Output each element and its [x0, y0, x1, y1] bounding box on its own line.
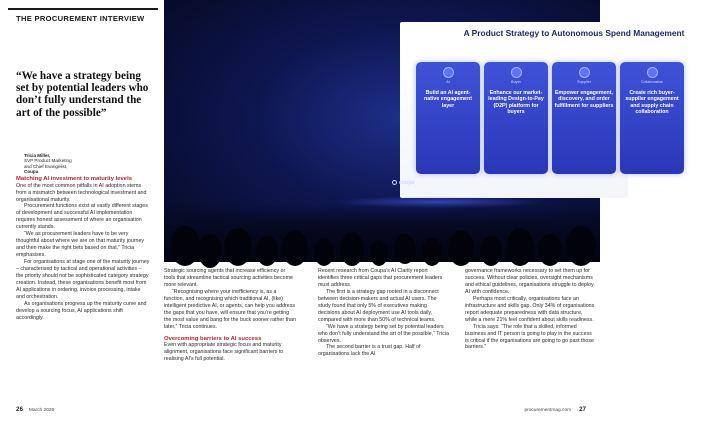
page-number-right: 27 — [579, 406, 586, 413]
paragraph: For organisations at stage one of the maturity journey – characterised by tactical and operational activities – the priority should not be sophisticated category strategy creation. Instead, these organisations benefit most from AI applications in ordering, invoice processing, intake and orchestration. — [16, 259, 150, 300]
audience-head — [282, 230, 308, 266]
audience-head — [448, 230, 474, 266]
section-heading: Matching AI investment to maturity levels — [16, 176, 132, 182]
card-text: Build an AI agent-native engagement layer — [424, 90, 472, 109]
buyer-icon — [511, 67, 522, 78]
audience-head — [480, 236, 502, 266]
paragraph: The first is a strategy gap rooted in a disconnect between decision-makers and actual AI users. The study found that only 5% of executives making decisions about AI deployment use AI tools daily, compared with more than 50% of technical teams. — [318, 288, 439, 323]
attribution-company: Coupa — [24, 168, 39, 174]
paragraph: As organisations progress up the maturity curve and develop a sourcing focus, AI applications shift accordingly. — [16, 300, 147, 321]
strategy-card — [552, 62, 616, 174]
article-column-4 — [465, 268, 595, 351]
audience-head — [224, 228, 252, 266]
strategy-card — [484, 62, 548, 174]
supplier-icon — [579, 67, 590, 78]
quote-attribution — [24, 153, 158, 174]
attribution-role-2: and Chief Evangelist, — [24, 163, 68, 169]
paragraph: governance frameworks necessary to set them up for success. Without clear policies, oversight mechanisms and ethical guidelines, organisations struggle to deploy AI with confidence. — [465, 268, 594, 295]
audience-silhouettes — [164, 204, 600, 262]
paragraph: “We have a strategy being set by potential leaders who don’t fully understand the art of the possible,” Tricia observes. — [318, 323, 450, 344]
attribution-role-1: SVP Product Marketing — [24, 158, 72, 164]
audience-head — [314, 238, 334, 266]
pull-quote: “We have a strategy being set by potential leaders who don’t fully understand the art of the possible” — [16, 70, 149, 119]
footer-left — [16, 406, 54, 413]
page-number-left: 26 — [16, 406, 23, 413]
audience-head — [538, 234, 562, 266]
card-text: Empower engagement, discovery, and order fulfillment for suppliers — [554, 90, 614, 109]
strategy-cards — [334, 62, 682, 180]
audience-head — [198, 234, 222, 268]
paragraph: Perhaps most critically, organisations face an infrastructure and skills gap. Only 34% of organisations report adequate preparedness with data structure, while a mere 21% feel confident about skills readiness. — [465, 295, 595, 323]
section-title: THE PROCUREMENT INTERVIEW — [16, 14, 145, 23]
paragraph: Strategic sourcing agents that increase efficiency or tools that streamline tactical sourcing activities become more relevant. — [164, 268, 293, 288]
audience-head — [340, 232, 364, 266]
website-link[interactable]: procurementmag.com — [524, 408, 572, 413]
card-label: AI — [446, 80, 450, 84]
audience-head — [394, 234, 416, 264]
conference-photo — [164, 0, 685, 262]
paragraph: Tricia says: “The role that a skilled, informed business and IT person is going to play in the success is critical if the organisations are going to go past those barriers.” — [465, 323, 594, 351]
issue-date: March 2026 — [28, 408, 55, 413]
paragraph: Recent research from Coupa’s AI Clarity report identifies three critical gaps that procurement leaders must address. — [318, 268, 443, 288]
coupa-logo — [392, 180, 414, 186]
screen-title: A Product Strategy to Autonomous Spend Management — [463, 28, 685, 38]
card-label: Supplier — [577, 80, 591, 84]
audience-head — [370, 240, 388, 266]
paragraph: Even with appropriate strategic focus and maturity alignment, organisations face significant barriers to realising AI’s full potential. — [164, 342, 284, 363]
paragraph: “Recognising where your inefficiency is, as a function, and recognising which traditional AI, (like) intelligent predictive AI, or agents, can help you address the gaps that you have, will ensure that you’re getting the most value and bang for the buck sooner rather than later,” Tricia continues. — [164, 288, 296, 330]
section-heading: Overcoming barriers to AI success — [164, 335, 262, 342]
audience-head — [566, 226, 596, 266]
paragraph: One of the most common pitfalls in AI adoption stems from a mismatch between technological investment and organisational maturity. — [16, 182, 147, 203]
card-text: Create rich buyer-supplier engagement and supply chain collaboration — [625, 90, 679, 115]
card-label: Buyer — [511, 80, 521, 84]
coupa-logo-text: coupa — [399, 180, 415, 186]
audience-head — [506, 228, 534, 266]
paragraph: Procurement functions exist at vastly different stages of development and successful AI implementation requires honest assessment of where an organisation currently stands. — [16, 203, 148, 231]
card-text: Enhance our market-leading Design-to-Pay (D2P) platform for buyers — [488, 90, 544, 115]
coupa-logo-icon — [392, 180, 397, 185]
strategy-card — [620, 62, 684, 174]
article-column-3 — [318, 268, 450, 358]
strategy-card — [416, 62, 480, 174]
audience-head — [422, 238, 442, 266]
collaboration-icon — [647, 67, 658, 78]
footer-right — [524, 406, 586, 413]
card-label: Collaboration — [640, 80, 664, 84]
audience-head — [256, 236, 278, 266]
article-column-2 — [164, 268, 296, 363]
ai-icon — [443, 67, 454, 78]
article-column-1 — [16, 176, 150, 322]
paragraph: “We as procurement leaders have to be very thoughtful about where we are on that maturity journey and then make the right bets based on that,” Tricia emphasises. — [16, 231, 145, 259]
audience-head — [170, 226, 200, 266]
attribution-name: Tricia Miller, — [24, 153, 51, 158]
paragraph: The second barrier is a trust gap. Half of organisations lack the AI — [318, 344, 421, 358]
